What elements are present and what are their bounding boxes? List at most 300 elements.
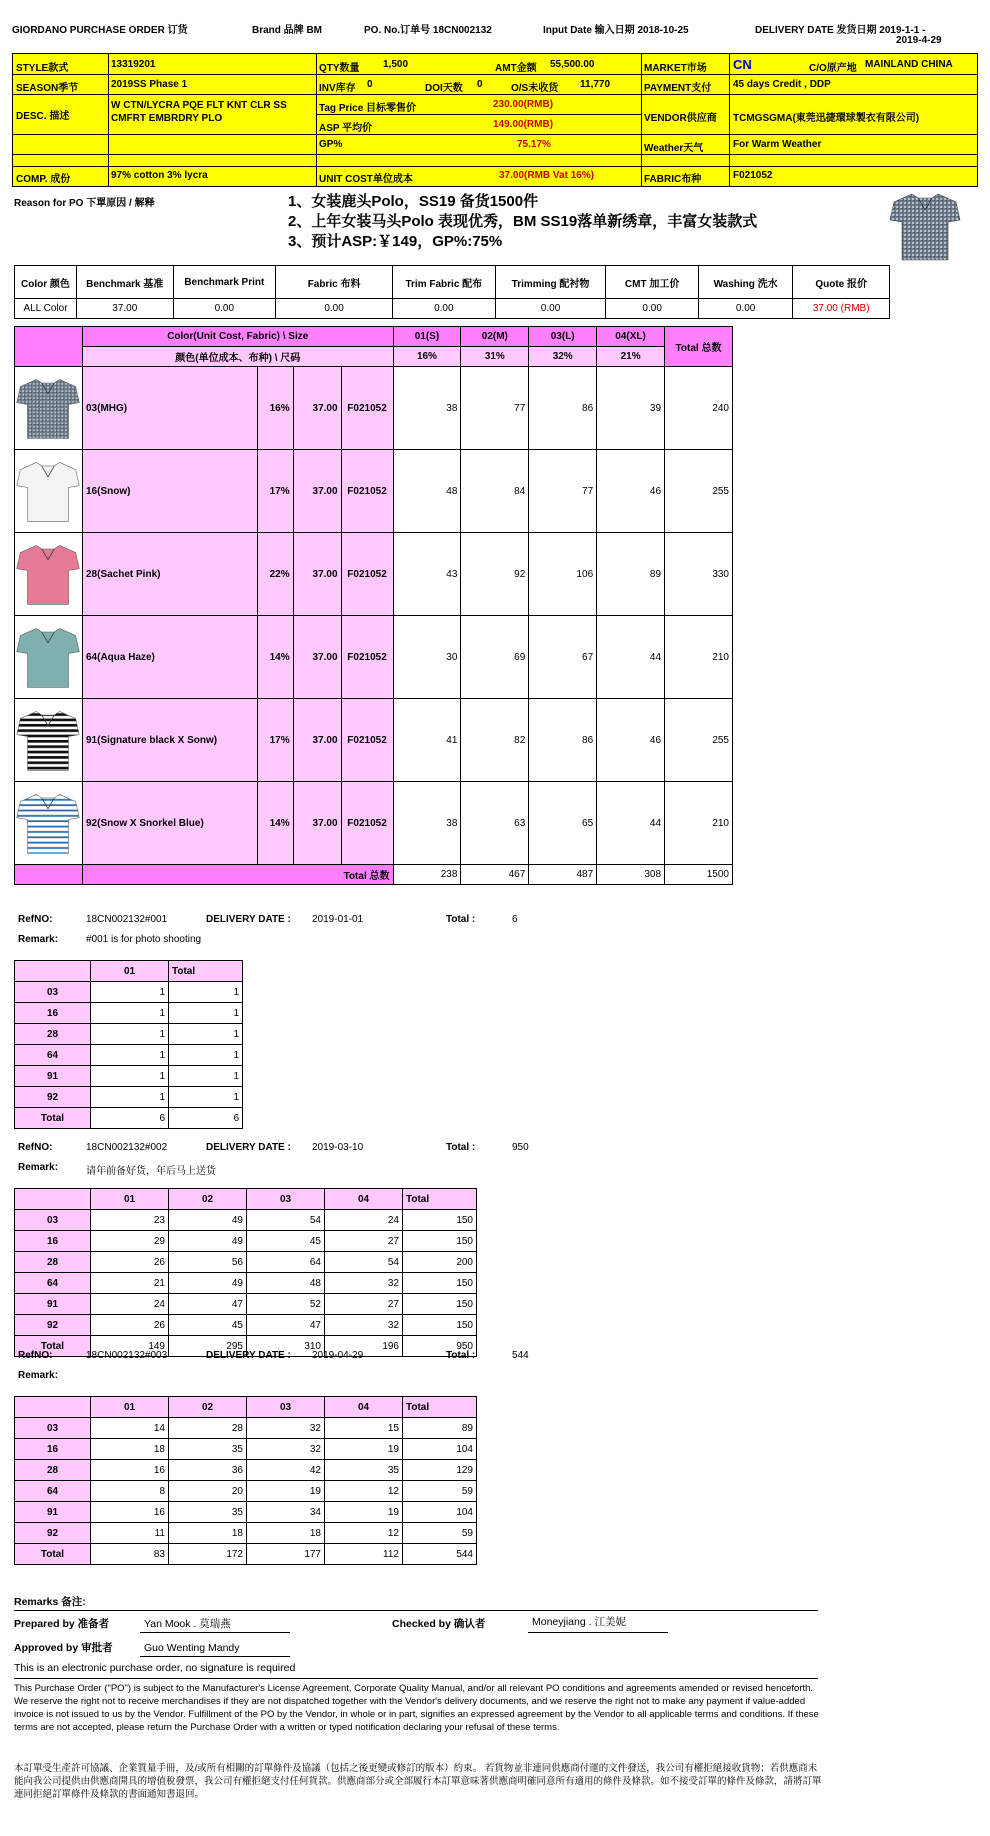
color-code: 64 <box>15 1481 91 1502</box>
qty-cell: 18 <box>169 1523 247 1544</box>
row-total: 1 <box>169 1087 243 1108</box>
reason-line-3: 3、预计ASP:￥149，GP%:75% <box>288 233 503 250</box>
color-code: 92 <box>15 1523 91 1544</box>
desc-label: DESC. 描述 <box>16 111 70 122</box>
total-header: Total 总数 <box>665 327 733 367</box>
payment-label: PAYMENT支付 <box>644 83 712 94</box>
size-header: 02(M) <box>461 327 529 347</box>
bench-cell: 0.00 <box>698 299 793 319</box>
color-swatch <box>15 616 83 699</box>
color-code: 64 <box>15 1045 91 1066</box>
qty-cell: 45 <box>247 1231 325 1252</box>
qty-cell: 89 <box>597 533 665 616</box>
bench-header: Fabric 布料 <box>276 266 393 299</box>
table-row <box>15 1024 243 1045</box>
qty-cell: 16 <box>91 1502 169 1523</box>
color-name: 64(Aqua Haze) <box>82 616 257 699</box>
qty-cell: 86 <box>529 367 597 450</box>
table-row <box>15 1210 477 1231</box>
total-label: Total <box>15 1544 91 1565</box>
legal-terms-en: This Purchase Order ("PO") is subject to the Manufacturer's License Agreement, Corporate Quality Manual, and/or all relevant PO conditions and agreements amended or revised henceforth. We reserve the right not to receive merchandises if they are not dispatched together with the Vendor's delivery documents, and we reserve the right not to make any payment if value-added invoice is not issued to us by the Vendor. Fulfillment of the PO by the Vendor, in whole or in part, signifies an expressed agreement by the Vendor to all applicable terms and conditions. If these terms are not accepted, please return the Purchase Order with a written or typed notification declaring your refusal of these terms. <box>14 1683 819 1733</box>
bench-header: Benchmark Print <box>173 266 276 299</box>
qty-cell: 8 <box>91 1481 169 1502</box>
color-ratio: 17% <box>257 699 293 782</box>
reason-line-1: 1、女装鹿头Polo，SS19 备货1500件 <box>288 193 539 210</box>
delivery-date-value: 2019-03-10 <box>312 1142 364 1153</box>
color-code: 03 <box>15 1210 91 1231</box>
row-total: 150 <box>403 1294 477 1315</box>
bench-cell: 0.00 <box>495 299 606 319</box>
row-total: 1 <box>169 1003 243 1024</box>
size-column-header: 04 <box>325 1397 403 1418</box>
ref-label: RefNO: <box>18 914 53 925</box>
qty-cell: 38 <box>393 367 461 450</box>
column-total: 6 <box>91 1108 169 1129</box>
qty-cell: 19 <box>247 1481 325 1502</box>
qty-cell: 1 <box>91 1024 169 1045</box>
ref-number: 18CN002132#003 <box>86 1350 168 1361</box>
po-title: GIORDANO PURCHASE ORDER 订货 <box>12 25 188 36</box>
unit-cost: 37.00 <box>293 699 341 782</box>
color-code: 28 <box>15 1024 91 1045</box>
qty-cell: 63 <box>461 782 529 865</box>
fabric-code: F021052 <box>341 782 393 865</box>
payment-value: 45 days Credit , DDP <box>733 79 831 90</box>
vendor-label: VENDOR供应商 <box>644 113 717 124</box>
qty-cell: 44 <box>597 616 665 699</box>
bench-header: Color 颜色 <box>15 266 77 299</box>
ref-number: 18CN002132#002 <box>86 1142 168 1153</box>
remark-label: Remark: <box>18 1370 59 1381</box>
inv-label: INV库存 <box>319 83 356 94</box>
qty-cell: 35 <box>169 1439 247 1460</box>
qty-cell: 18 <box>247 1523 325 1544</box>
size-column-header: 01 <box>91 1189 169 1210</box>
style-value: 13319201 <box>111 59 156 70</box>
column-total: 172 <box>169 1544 247 1565</box>
table-row <box>15 1481 477 1502</box>
unit-cost-value: 37.00(RMB Vat 16%) <box>499 170 595 181</box>
product-thumbnail <box>888 190 962 262</box>
ref-label: RefNO: <box>18 1142 53 1153</box>
qty-cell: 42 <box>247 1460 325 1481</box>
bench-quote: 37.00 (RMB) <box>793 299 890 319</box>
qty-cell: 43 <box>393 533 461 616</box>
size-header: 04(XL) <box>597 327 665 347</box>
row-total: 1 <box>169 1024 243 1045</box>
qty-cell: 49 <box>169 1273 247 1294</box>
tag-price-value: 230.00(RMB) <box>493 99 554 110</box>
row-total: 1 <box>169 1045 243 1066</box>
qty-cell: 23 <box>91 1210 169 1231</box>
size-ratio: 21% <box>597 347 665 367</box>
corner-cell <box>15 1397 91 1418</box>
color-code: 91 <box>15 1294 91 1315</box>
size-column-header: 02 <box>169 1397 247 1418</box>
qty-cell: 54 <box>325 1252 403 1273</box>
delivery-date-value: 2019-01-01 <box>312 914 364 925</box>
gp-value: 75.17% <box>517 139 551 150</box>
color-name: 91(Signature black X Sonw) <box>82 699 257 782</box>
qty-cell: 56 <box>169 1252 247 1273</box>
approved-label: Approved by 审批者 <box>14 1642 113 1654</box>
fabric-code: F021052 <box>341 699 393 782</box>
inv-value: 0 <box>367 79 373 90</box>
qty-cell: 1 <box>91 1045 169 1066</box>
electronic-notice: This is an electronic purchase order, no signature is required <box>14 1662 296 1674</box>
qty-cell: 1 <box>91 982 169 1003</box>
color-ratio: 14% <box>257 782 293 865</box>
po-info-grid <box>12 53 978 187</box>
style-label: STYLE款式 <box>16 63 69 74</box>
doi-label: DOI天数 <box>425 83 463 94</box>
fabric-code: F021052 <box>341 367 393 450</box>
table-row <box>15 782 733 865</box>
delivery-total-value: 6 <box>512 914 518 925</box>
row-total: 240 <box>665 367 733 450</box>
qty-cell: 20 <box>169 1481 247 1502</box>
qty-cell: 47 <box>169 1294 247 1315</box>
row-total: 1 <box>169 982 243 1003</box>
desc-value-2: CMFRT EMBRDRY PLO <box>111 113 223 124</box>
color-code: 92 <box>15 1315 91 1336</box>
gp-label: GP% <box>319 139 343 150</box>
color-code: 64 <box>15 1273 91 1294</box>
origin-label: C/O原产地 <box>809 63 857 74</box>
color-swatch <box>15 450 83 533</box>
delivery-date-label: DELIVERY DATE : <box>206 1350 291 1361</box>
table-row <box>15 1045 243 1066</box>
bench-header: Quote 报价 <box>793 266 890 299</box>
qty-cell: 52 <box>247 1294 325 1315</box>
size-ratio: 16% <box>393 347 461 367</box>
bench-header: Trim Fabric 配布 <box>393 266 496 299</box>
qty-cell: 11 <box>91 1523 169 1544</box>
qty-cell: 29 <box>91 1231 169 1252</box>
color-name: 16(Snow) <box>82 450 257 533</box>
delivery-total-value: 544 <box>512 1350 529 1361</box>
color-size-header: Color(Unit Cost, Fabric) \ Size <box>82 327 393 347</box>
checked-by: Moneyjiang . 江美妮 <box>532 1616 626 1628</box>
fabric-code: F021052 <box>341 616 393 699</box>
table-row <box>15 1418 477 1439</box>
qty-cell: 26 <box>91 1315 169 1336</box>
unit-cost-label: UNIT COST单位成本 <box>319 174 413 185</box>
ref-label: RefNO: <box>18 1350 53 1361</box>
row-total: 210 <box>665 616 733 699</box>
qty-cell: 44 <box>597 782 665 865</box>
qty-cell: 18 <box>91 1439 169 1460</box>
qty-cell: 106 <box>529 533 597 616</box>
season-label: SEASON季节 <box>16 83 79 94</box>
qty-cell: 64 <box>247 1252 325 1273</box>
color-name: 92(Snow X Snorkel Blue) <box>82 782 257 865</box>
table-row <box>15 1502 477 1523</box>
column-total: 149 <box>91 1336 169 1357</box>
qty-cell: 67 <box>529 616 597 699</box>
qty-cell: 48 <box>393 450 461 533</box>
market-value: CN <box>733 57 752 72</box>
color-code: 28 <box>15 1460 91 1481</box>
color-code: 16 <box>15 1231 91 1252</box>
table-row <box>15 1523 477 1544</box>
table-row <box>15 982 243 1003</box>
qty-cell: 1 <box>91 1087 169 1108</box>
reason-label: Reason for PO 下單原因 / 解释 <box>14 198 155 209</box>
os-value: 11,770 <box>580 79 611 90</box>
color-code: 91 <box>15 1066 91 1087</box>
qty-cell: 35 <box>169 1502 247 1523</box>
comp-label: COMP. 成份 <box>16 174 71 185</box>
size-header: 01(S) <box>393 327 461 347</box>
unit-cost: 37.00 <box>293 450 341 533</box>
asp-value: 149.00(RMB) <box>493 119 554 130</box>
season-value: 2019SS Phase 1 <box>111 79 188 90</box>
remark-value: 请年前备好货，年后马上送货 <box>86 1166 216 1177</box>
size-column-header: 03 <box>247 1189 325 1210</box>
qty-cell: 19 <box>325 1439 403 1460</box>
color-code: 03 <box>15 1418 91 1439</box>
qty-label: QTY数量 <box>319 63 360 74</box>
qty-cell: 27 <box>325 1294 403 1315</box>
table-row <box>15 1231 477 1252</box>
delivery-date: DELIVERY DATE 发货日期 2019-1-1 - <box>755 25 926 36</box>
fabric-code: F021052 <box>341 533 393 616</box>
row-total: 210 <box>665 782 733 865</box>
qty-cell: 14 <box>91 1418 169 1439</box>
qty-cell: 32 <box>325 1315 403 1336</box>
origin-value: MAINLAND CHINA <box>865 59 953 70</box>
color-ratio: 16% <box>257 367 293 450</box>
size-column-header: 03 <box>247 1397 325 1418</box>
qty-cell: 84 <box>461 450 529 533</box>
size-column-header: 01 <box>91 1397 169 1418</box>
qty-cell: 24 <box>91 1294 169 1315</box>
color-size-header-cn: 颜色(单位成本、布种) \ 尺码 <box>82 347 393 367</box>
total-column-header: Total <box>169 961 243 982</box>
row-total: 1 <box>169 1066 243 1087</box>
color-swatch <box>15 533 83 616</box>
qty-cell: 46 <box>597 699 665 782</box>
column-total: 112 <box>325 1544 403 1565</box>
grand-total: 544 <box>403 1544 477 1565</box>
qty-cell: 45 <box>169 1315 247 1336</box>
table-row <box>15 1294 477 1315</box>
qty-cell: 1 <box>91 1066 169 1087</box>
fabric-value: F021052 <box>733 170 773 181</box>
legal-terms-cn: 本訂單受生產許可協議、企業質量手冊，及/或所有相關的訂單條件及協議（包括之後更變或修訂的版本）約束。 若貨物並非連同供應商付運的文件發送，我公司有權拒絕接收貨物；若供應商未能向我公司提供由供應商開具的增值稅發票，我公司有權拒絕支付任何貨款。供應商部分或全部履行本訂單意味著供應商明確同意所有適用的條件及條款。如不接受訂單的條件及條款，請將訂單連同拒絕訂單條件及條款的書面通知書退回。 <box>14 1763 822 1800</box>
unit-cost: 37.00 <box>293 616 341 699</box>
qty-cell: 38 <box>393 782 461 865</box>
desc-value: W CTN/LYCRA PQE FLT KNT CLR SS <box>111 100 287 111</box>
row-total: 330 <box>665 533 733 616</box>
color-code: 92 <box>15 1087 91 1108</box>
reason-line-2: 2、上年女装马头Polo 表现优秀，BM SS19落单新绣章，丰富女装款式 <box>288 213 758 230</box>
qty-cell: 32 <box>325 1273 403 1294</box>
row-total: 255 <box>665 450 733 533</box>
qty-cell: 77 <box>461 367 529 450</box>
table-row <box>15 1460 477 1481</box>
color-code: 16 <box>15 1439 91 1460</box>
delivery-date-label: DELIVERY DATE : <box>206 914 291 925</box>
row-total: 89 <box>403 1418 477 1439</box>
table-row <box>15 1252 477 1273</box>
delivery-total-label: Total : <box>446 914 476 925</box>
qty-cell: 32 <box>247 1439 325 1460</box>
benchmark-table <box>14 265 890 319</box>
table-row <box>15 1439 477 1460</box>
delivery-total-label: Total : <box>446 1142 476 1153</box>
size-column-header: 04 <box>325 1189 403 1210</box>
row-total: 59 <box>403 1523 477 1544</box>
bench-cell: 37.00 <box>76 299 173 319</box>
delivery-total-value: 950 <box>512 1142 529 1153</box>
qty-cell: 49 <box>169 1231 247 1252</box>
qty-cell: 26 <box>91 1252 169 1273</box>
row-total: 150 <box>403 1273 477 1294</box>
qty-cell: 16 <box>91 1460 169 1481</box>
qty-cell: 30 <box>393 616 461 699</box>
tag-price-label: Tag Price 目标零售价 <box>319 103 417 114</box>
column-total: 310 <box>247 1336 325 1357</box>
qty-cell: 48 <box>247 1273 325 1294</box>
total-spacer <box>15 865 83 885</box>
color-swatch <box>15 699 83 782</box>
grand-total-cell: 487 <box>529 865 597 885</box>
row-total: 255 <box>665 699 733 782</box>
qty-cell: 24 <box>325 1210 403 1231</box>
qty-cell: 49 <box>169 1210 247 1231</box>
bench-cell: 0.00 <box>173 299 276 319</box>
weather-label: Weather天气 <box>644 143 704 154</box>
size-breakdown-table <box>14 326 733 885</box>
checked-label: Checked by 确认者 <box>392 1618 486 1630</box>
remark-value: #001 is for photo shooting <box>86 934 202 945</box>
unit-cost: 37.00 <box>293 367 341 450</box>
grand-total: 950 <box>403 1336 477 1357</box>
po-number: PO. No.订单号 18CN002132 <box>364 25 492 36</box>
qty-cell: 77 <box>529 450 597 533</box>
total-row <box>15 1108 243 1129</box>
qty-cell: 65 <box>529 782 597 865</box>
grand-total-label: Total 总数 <box>82 865 393 885</box>
qty-cell: 21 <box>91 1273 169 1294</box>
row-total: 104 <box>403 1439 477 1460</box>
column-total: 295 <box>169 1336 247 1357</box>
input-date: Input Date 输入日期 2018-10-25 <box>543 25 689 36</box>
total-label: Total <box>15 1336 91 1357</box>
vendor-value: TCMGSGMA(東莞迅捷環球製衣有限公司) <box>733 113 920 124</box>
table-row <box>15 1003 243 1024</box>
color-ratio: 14% <box>257 616 293 699</box>
fabric-code: F021052 <box>341 450 393 533</box>
delivery-date-label: DELIVERY DATE : <box>206 1142 291 1153</box>
qty-cell: 86 <box>529 699 597 782</box>
color-swatch <box>15 782 83 865</box>
weather-value: For Warm Weather <box>733 139 822 150</box>
qty-cell: 12 <box>325 1523 403 1544</box>
size-ratio: 31% <box>461 347 529 367</box>
bench-header: Benchmark 基准 <box>76 266 173 299</box>
row-total: 150 <box>403 1210 477 1231</box>
total-column-header: Total <box>403 1189 477 1210</box>
color-ratio: 22% <box>257 533 293 616</box>
market-label: MARKET市场 <box>644 63 707 74</box>
unit-cost: 37.00 <box>293 533 341 616</box>
size-column-header: 01 <box>91 961 169 982</box>
corner-cell <box>15 1189 91 1210</box>
qty-cell: 1 <box>91 1003 169 1024</box>
delivery-table <box>14 1188 477 1357</box>
unit-cost: 37.00 <box>293 782 341 865</box>
size-column-header: 02 <box>169 1189 247 1210</box>
bench-cell: 0.00 <box>393 299 496 319</box>
remarks-label: Remarks 备注: <box>14 1596 86 1608</box>
color-code: 91 <box>15 1502 91 1523</box>
color-code: 03 <box>15 982 91 1003</box>
row-total: 59 <box>403 1481 477 1502</box>
os-label: O/S未收货 <box>511 83 559 94</box>
grand-total-cell: 467 <box>461 865 529 885</box>
qty-cell: 34 <box>247 1502 325 1523</box>
table-row <box>15 367 733 450</box>
bench-cell: 0.00 <box>606 299 698 319</box>
qty-cell: 47 <box>247 1315 325 1336</box>
delivery-date-value: 2019-04-29 <box>312 1350 364 1361</box>
qty-cell: 32 <box>247 1418 325 1439</box>
color-ratio: 17% <box>257 450 293 533</box>
amt-value: 55,500.00 <box>550 59 595 70</box>
table-row <box>15 1087 243 1108</box>
row-total: 129 <box>403 1460 477 1481</box>
asp-label: ASP 平均价 <box>319 123 373 134</box>
qty-cell: 35 <box>325 1460 403 1481</box>
ref-number: 18CN002132#001 <box>86 914 168 925</box>
qty-cell: 19 <box>325 1502 403 1523</box>
qty-cell: 36 <box>169 1460 247 1481</box>
grand-total-cell: 238 <box>393 865 461 885</box>
header-spacer <box>15 327 83 367</box>
qty-cell: 82 <box>461 699 529 782</box>
qty-cell: 69 <box>461 616 529 699</box>
corner-cell <box>15 961 91 982</box>
qty-cell: 15 <box>325 1418 403 1439</box>
grand-total: 6 <box>169 1108 243 1129</box>
qty-cell: 46 <box>597 450 665 533</box>
qty-cell: 12 <box>325 1481 403 1502</box>
total-label: Total <box>15 1108 91 1129</box>
qty-cell: 28 <box>169 1418 247 1439</box>
table-row <box>15 533 733 616</box>
qty-cell: 92 <box>461 533 529 616</box>
bench-cell: ALL Color <box>15 299 77 319</box>
color-code: 16 <box>15 1003 91 1024</box>
delivery-date-end: 2019-4-29 <box>896 35 942 46</box>
amt-label: AMT金额 <box>495 63 537 74</box>
table-row <box>15 1273 477 1294</box>
brand: Brand 品牌 BM <box>252 25 322 36</box>
color-code: 28 <box>15 1252 91 1273</box>
qty-cell: 54 <box>247 1210 325 1231</box>
row-total: 104 <box>403 1502 477 1523</box>
remark-label: Remark: <box>18 1162 59 1173</box>
table-row <box>15 1066 243 1087</box>
row-total: 150 <box>403 1315 477 1336</box>
row-total: 200 <box>403 1252 477 1273</box>
qty-cell: 27 <box>325 1231 403 1252</box>
column-total: 83 <box>91 1544 169 1565</box>
prepared-by: Yan Mook . 莫瑞燕 <box>144 1618 231 1630</box>
